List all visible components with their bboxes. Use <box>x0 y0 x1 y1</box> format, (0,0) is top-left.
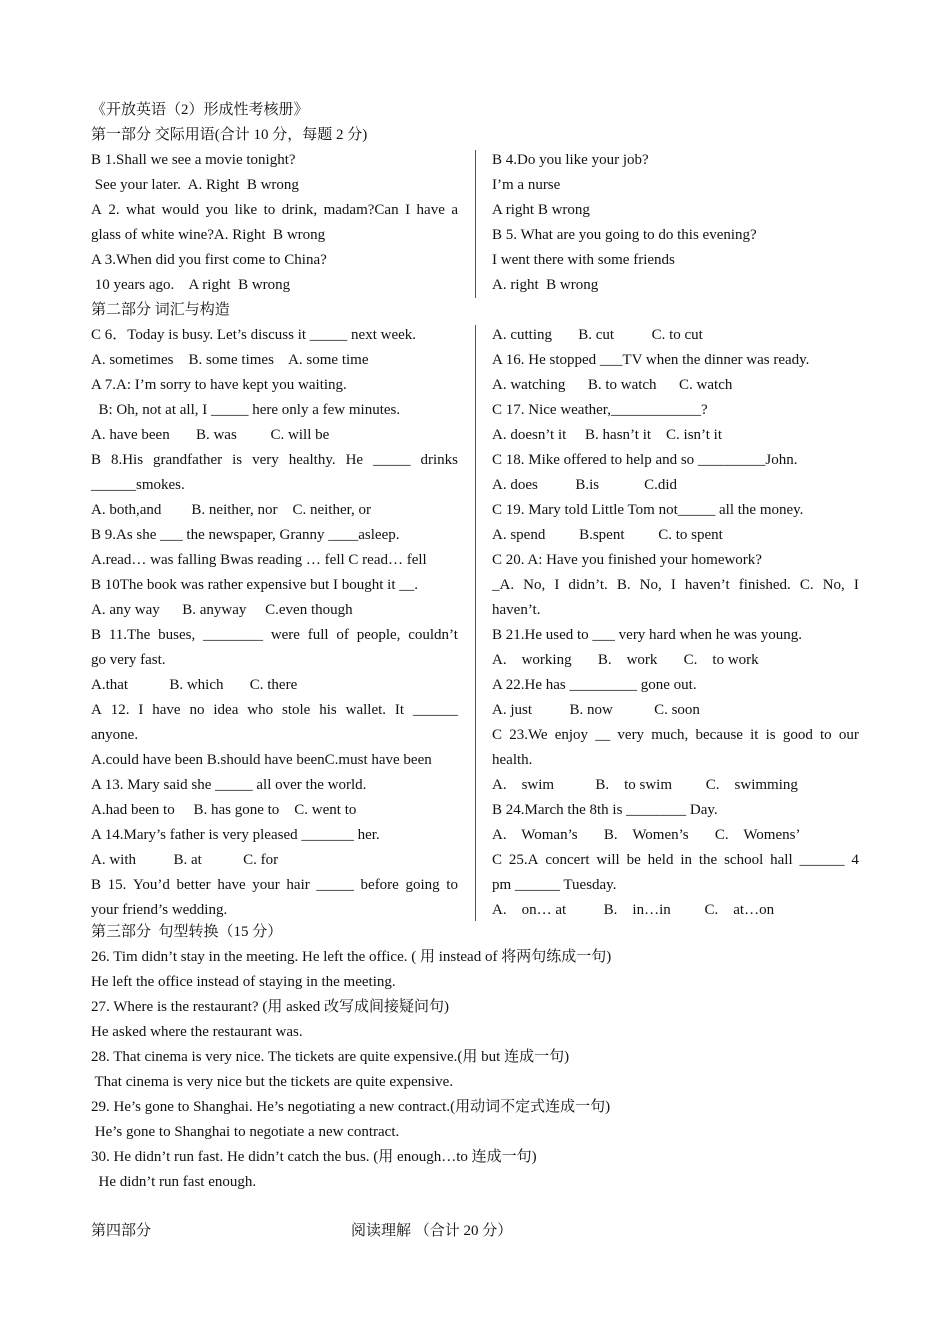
word: your <box>252 877 280 893</box>
word: No, <box>822 577 845 593</box>
question-line: A.could have been B.should have beenC.must have been <box>91 752 432 768</box>
word: very <box>617 727 645 743</box>
question-line-justified <box>492 723 859 748</box>
question-line: B 21.He used to ___ very hard when he was young. <box>492 627 802 643</box>
word: C. <box>799 577 814 593</box>
question-line: your friend’s wedding. <box>91 902 228 918</box>
question-line: B 4.Do you like your job? <box>492 152 649 168</box>
question-line: A. watching B. to watch C. watch <box>492 377 733 393</box>
question-line-justified <box>492 848 859 873</box>
word: __ <box>595 727 611 743</box>
word: ________ <box>203 627 264 643</box>
question-line: A 14.Mary’s father is very pleased _______ her. <box>91 827 380 843</box>
question-line: B 24.March the 8th is ________ Day. <box>492 802 718 818</box>
word: before <box>360 877 399 893</box>
word: You’d <box>133 877 170 893</box>
question-line: A. Woman’s B. Women’s C. Womens’ <box>492 827 801 843</box>
word: B <box>91 452 102 468</box>
word: what <box>126 202 156 218</box>
question-line: A. on… at B. in…in C. at…on <box>492 902 775 918</box>
word: stole <box>281 702 311 718</box>
word: because <box>695 727 743 743</box>
question-line: B 9.As she ___ the newspaper, Granny ____asleep. <box>91 527 400 543</box>
question-line: A right B wrong <box>492 202 590 218</box>
word: school <box>724 852 764 868</box>
question-line: A. with B. at C. for <box>91 852 279 868</box>
question-line: pm ______ Tuesday. <box>492 877 617 893</box>
question-line: A 13. Mary said she _____ all over the world. <box>91 777 367 793</box>
word: in <box>680 852 693 868</box>
question-line-justified <box>91 873 458 898</box>
transform-line: He asked where the restaurant was. <box>91 1024 303 1040</box>
question-line: A. right B wrong <box>492 277 599 293</box>
word: _____ <box>316 877 354 893</box>
question-line: B 1.Shall we see a movie tonight? <box>91 152 296 168</box>
word: his <box>319 702 337 718</box>
question-line: B 5. What are you going to do this evening? <box>492 227 757 243</box>
question-line: C 20. A: Have you finished your homework? <box>492 552 762 568</box>
word: I <box>670 577 676 593</box>
word: healthy. <box>288 452 336 468</box>
transform-line: 30. He didn’t run fast. He didn’t catch the bus. (用 enough…to 连成一句) <box>91 1149 537 1165</box>
word: would <box>161 202 200 218</box>
question-line: haven’t. <box>492 602 541 618</box>
word: 11.The <box>108 627 151 643</box>
question-line: ______smokes. <box>91 477 185 493</box>
transform-line: 26. Tim didn’t stay in the meeting. He left the office. ( 用 instead of 将两句练成一句) <box>91 949 612 965</box>
transform-line: He’s gone to Shanghai to negotiate a new contract. <box>91 1124 400 1140</box>
column-divider-part1 <box>475 150 476 298</box>
word: He <box>345 452 364 468</box>
word: no <box>189 702 205 718</box>
part3-heading: 第三部分 句型转换（15 分） <box>91 924 283 940</box>
word: ______ <box>799 852 845 868</box>
question-line: A 16. He stopped ___TV when the dinner was ready. <box>492 352 810 368</box>
word: were <box>270 627 300 643</box>
question-line-justified <box>91 448 458 473</box>
word: I <box>405 202 411 218</box>
word: you <box>205 202 229 218</box>
word: 2. <box>108 202 120 218</box>
word: I <box>853 577 859 593</box>
word: It <box>394 702 405 718</box>
word: B <box>91 627 102 643</box>
word: 12. <box>110 702 130 718</box>
question-line: 10 years ago. A right B wrong <box>91 277 291 293</box>
word: hall <box>770 852 793 868</box>
word: enjoy <box>554 727 589 743</box>
question-line: B 10The book was rather expensive but I bought it __. <box>91 577 419 593</box>
word: a <box>451 202 458 218</box>
question-line: A. both,and B. neither, nor C. neither, or <box>91 502 371 518</box>
transform-line: He left the office instead of staying in the meeting. <box>91 974 396 990</box>
word: who <box>247 702 274 718</box>
question-line: I’m a nurse <box>492 177 561 193</box>
word: very <box>252 452 279 468</box>
word: B <box>91 877 102 893</box>
word: better <box>176 877 211 893</box>
transform-line: 29. He’s gone to Shanghai. He’s negotiating a new contract.(用动词不定式连成一句) <box>91 1099 611 1115</box>
word: wallet. <box>345 702 387 718</box>
word: A <box>91 202 102 218</box>
word: the <box>698 852 718 868</box>
word: 8.His <box>110 452 144 468</box>
word: grandfather <box>153 452 223 468</box>
word: have <box>217 877 246 893</box>
question-line: health. <box>492 752 533 768</box>
word: it <box>750 727 759 743</box>
transform-line: He didn’t run fast enough. <box>91 1174 257 1190</box>
column-divider-part2 <box>475 325 476 921</box>
word: drinks <box>420 452 458 468</box>
word: I <box>138 702 144 718</box>
word: 4 <box>851 852 859 868</box>
question-line-justified <box>91 698 458 723</box>
word: didn’t. <box>568 577 608 593</box>
question-line: A. cutting B. cut C. to cut <box>492 327 703 343</box>
word: is <box>232 452 243 468</box>
part1-heading: 第一部分 交际用语(合计 10 分，每题 2 分) <box>91 127 368 143</box>
question-line: C 18. Mike offered to help and so _________John. <box>492 452 798 468</box>
question-line-justified <box>91 198 458 223</box>
question-line: A. spend B.spent C. to spent <box>492 527 723 543</box>
question-line: A. swim B. to swim C. swimming <box>492 777 798 793</box>
transform-line: 27. Where is the restaurant? (用 asked 改写成间接疑问句) <box>91 999 449 1015</box>
word: hair <box>286 877 310 893</box>
word: held <box>647 852 674 868</box>
word: of <box>336 627 349 643</box>
word: be <box>626 852 641 868</box>
word: C <box>492 852 503 868</box>
word: 15. <box>107 877 127 893</box>
question-line: A.had been to B. has gone to C. went to <box>91 802 357 818</box>
question-line: B: Oh, not at all, I _____ here only a few minutes. <box>91 402 401 418</box>
word: full <box>307 627 329 643</box>
question-line: go very fast. <box>91 652 166 668</box>
question-line: C 17. Nice weather,____________? <box>492 402 708 418</box>
word: our <box>838 727 859 743</box>
question-line: A. have been B. was C. will be <box>91 427 330 443</box>
word: _____ <box>373 452 411 468</box>
word: No, <box>523 577 546 593</box>
part2-heading: 第二部分 词汇与构造 <box>91 302 230 318</box>
transform-line: That cinema is very nice but the tickets are quite expensive. <box>91 1074 454 1090</box>
question-line-justified <box>492 573 859 598</box>
word: idea <box>213 702 239 718</box>
word: have <box>416 202 445 218</box>
question-line: anyone. <box>91 727 139 743</box>
word: I <box>554 577 560 593</box>
word: like <box>234 202 258 218</box>
question-line: A.that B. which C. there <box>91 677 298 693</box>
word: concert <box>545 852 590 868</box>
word: to <box>446 877 458 893</box>
word: finished. <box>738 577 791 593</box>
question-line: A. sometimes B. some times A. some time <box>91 352 369 368</box>
word: to <box>820 727 832 743</box>
word: ______ <box>412 702 458 718</box>
word: _A. <box>492 577 515 593</box>
question-line-justified <box>91 623 458 648</box>
word: haven’t <box>684 577 730 593</box>
question-line: A. just B. now C. soon <box>492 702 700 718</box>
word: have <box>152 702 181 718</box>
question-line: A. doesn’t it B. hasn’t it C. isn’t it <box>492 427 723 443</box>
question-line: A. does B.is C.did <box>492 477 678 493</box>
question-line: C 6．Today is busy. Let’s discuss it _____ next week. <box>91 327 417 343</box>
word: to <box>263 202 276 218</box>
word: 25.A <box>508 852 539 868</box>
word: C <box>492 727 503 743</box>
transform-line: 28. That cinema is very nice. The tickets are quite expensive.(用 but 连成一句) <box>91 1049 570 1065</box>
part4-heading: 第四部分 <box>91 1223 152 1239</box>
question-line: I went there with some friends <box>492 252 675 268</box>
word: buses, <box>158 627 196 643</box>
part4-subheading: 阅读理解 （合计 20 分） <box>351 1223 513 1239</box>
question-line: A 7.A: I’m sorry to have kept you waiting. <box>91 377 347 393</box>
question-line: See your later. A. Right B wrong <box>91 177 299 193</box>
question-line: C 19. Mary told Little Tom not_____ all the money. <box>492 502 804 518</box>
question-line: A 22.He has _________ gone out. <box>492 677 697 693</box>
word: drink, <box>281 202 318 218</box>
word: going <box>405 877 440 893</box>
question-line: A 3.When did you first come to China? <box>91 252 327 268</box>
word: madam?Can <box>323 202 399 218</box>
question-line: glass of white wine?A. Right B wrong <box>91 227 326 243</box>
word: B. <box>616 577 631 593</box>
word: good <box>782 727 813 743</box>
question-line: A. working B. work C. to work <box>492 652 759 668</box>
word: couldn’t <box>408 627 458 643</box>
document-title: 《开放英语（2）形成性考核册》 <box>91 102 309 118</box>
word: will <box>596 852 620 868</box>
word: much, <box>651 727 689 743</box>
word: is <box>765 727 776 743</box>
word: A <box>91 702 102 718</box>
word: No, <box>639 577 662 593</box>
question-line: A. any way B. anyway C.even though <box>91 602 353 618</box>
word: people, <box>356 627 401 643</box>
question-line: A.read… was falling Bwas reading … fell C read… fell <box>91 552 427 568</box>
word: 23.We <box>509 727 548 743</box>
